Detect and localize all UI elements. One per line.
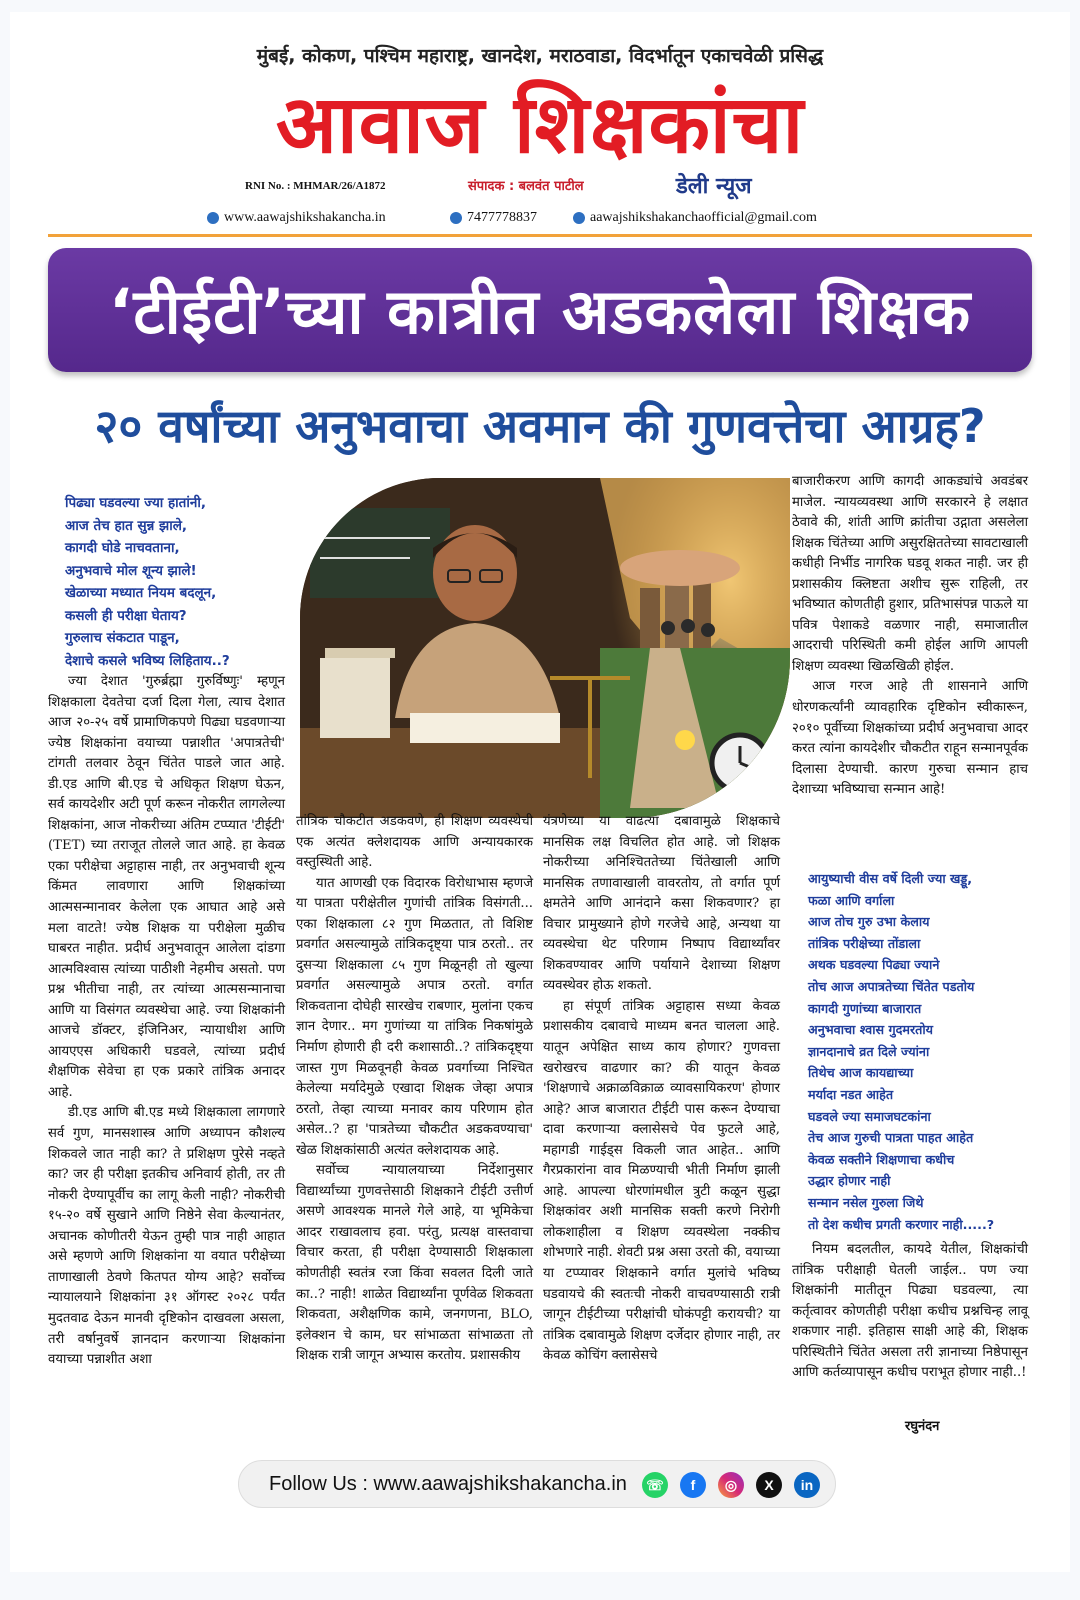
paragraph: हा संपूर्ण तांत्रिक अट्टाहास सध्या केवळ प्रशासकीय दबावाचे माध्यम बनत चालला आहे. यातून अपेक्षित साध्य काय होणार? गुणवत्ता खरोखरच वाढणार का? की यातून केवळ 'शिक्षणाचे अक्राळविक्राळ व्यावसायिकरण' होणार आहे? आज बाजारात टीईटी पास करून देण्याचा दावा करणाऱ्या क्लासेसचे पेव फुटले आहे, महागडी गाईड्स विकली जात आहेत.. आणि गैरप्रकारांना वाव मिळण्याची भीती निर्माण झाली आहे. आपल्या धोरणांमधील त्रुटी कळून सुद्धा शिक्षकांवर अशी मानसिक सक्ती करणे निरोगी लोकशाहीला व शिक्षण व्यवस्थेला नक्कीच शोभणारे नाही. शेवटी प्रश्न असा उरतो की, वयाच्या या टप्प्यावर शिक्षकाने वर्गात मुलांचे भविष्य घडवायचे की स्वतःची नोकरी वाचवण्यासाठी रात्री जागून टीईटीच्या परीक्षांची घोकंपट्टी करायची? या तांत्रिक दबावामुळे शिक्षण दर्जेदार होणार नाही, तर केवळ कोचिंग क्लासेसचे [543, 998, 780, 1364]
email-contact[interactable] [573, 208, 817, 228]
article-column-4-end [792, 1240, 1028, 1384]
poem-line: उद्धार होणार नाही [808, 1173, 891, 1189]
paragraph: यात आणखी एक विदारक विरोधाभास म्हणजे या पात्रता परीक्षेतील गुणांची तांत्रिक विसंगती... एका शिक्षकाला ८२ गुण मिळतात, तो विशिष्ट प्रवर्गात असल्यामुळे तांत्रिकदृष्ट्या पात्र ठरतो.. तर दुसऱ्या शिक्षकाला ८५ गुण मिळूनही तो खुल्या प्रवर्गात असल्यामुळे अपात्र ठरतो. वर्गात शिकवताना दोघेही सारखेच राबणार, मुलांना एकच ज्ञान देणार.. मग गुणांच्या या तांत्रिक निकषांमुळे निर्माण होणारी ही दरी कशासाठी..? तांत्रिकदृष्ट्या जास्त गुण मिळवूनही केवळ प्रवर्गाच्या निश्चित केलेल्या मर्यादेमुळे एखादा शिक्षक जेव्हा अपात्र ठरतो, तेव्हा त्याच्या मनावर काय परिणाम होत असेल..? हा 'पात्रतेच्या चौकटीत अडकवण्याचा' खेळ शिक्षकांसाठी अत्यंत क्लेशदायक आहे. [296, 875, 533, 1158]
paragraph: यंत्रणेच्या या वाढत्या दबावामुळे शिक्षकाचे मानसिक लक्ष विचलित होत आहे. जो शिक्षक नोकरीच्या अनिश्चिततेच्या चिंतेखाली आणि मानसिक तणावाखाली वावरतोय, तो वर्गात पूर्ण क्षमतेने आणि आनंदाने कसा शिकवणार? हा विचार प्रामुख्याने होणे गरजेचे आहे, अन्यथा या व्यवस्थेचा थेट परिणाम निष्पाप विद्यार्थ्यांवर शिकवण्यावर आणि पर्यायाने देशाच्या शिक्षण व्यवस्थेवर होऊ शकतो. [543, 814, 780, 994]
linkedin-icon[interactable]: in [794, 1472, 820, 1498]
poem-line: अनुभवाचा श्वास गुदमरतोय [808, 1022, 934, 1038]
poem-line: अनुभवाचे मोल शून्य झाले! [65, 562, 197, 579]
poem-line: खेळाच्या मध्यात नियम बदलून, [65, 585, 217, 601]
tagline: मुंबई, कोकण, पश्चिम महाराष्ट्र, खानदेश, मराठवाडा, विदर्भातून एकाचवेळी प्रसिद्ध [256, 45, 824, 67]
poem-line: सन्मान नसेल गुरुला जिथे [808, 1194, 924, 1210]
poem-line: गुरुलाच संकटात पाडून, [65, 630, 180, 646]
poem-line: पिढ्या घडवल्या ज्या हातांनी, [65, 495, 206, 511]
teacher-illustration [300, 478, 790, 818]
masthead: आवाज शिक्षकांचा [275, 77, 805, 171]
poem-line: तिथेच आज कायद्याच्या [808, 1065, 914, 1081]
article-column-1 [48, 672, 285, 1371]
phone-icon [450, 212, 462, 224]
poem-line: केवळ सक्तीने शिक्षणाचा कधीच [808, 1151, 955, 1167]
footer-bar [238, 1460, 836, 1508]
poem-line: देशाचे कसले भविष्य लिहिताय..? [65, 652, 230, 669]
rni-number: RNI No. : MHMAR/26/A1872 [245, 180, 386, 192]
poem-line: तो देश कधीच प्रगती करणार नाही.....? [808, 1216, 995, 1232]
daily-news-label: डेली न्यूज [676, 174, 752, 199]
follow-us-link[interactable]: Follow Us : www.aawajshikshakancha.in [269, 1472, 627, 1495]
header-rule [48, 234, 1032, 237]
author-signature: रघुनंदन [905, 1419, 940, 1434]
email-address[interactable]: aawajshikshakanchaofficial@gmail.com [590, 210, 817, 225]
phone-contact[interactable] [450, 208, 537, 228]
headline-banner [48, 248, 1032, 372]
poem-line: घडवले ज्या समाजघटकांना [808, 1108, 931, 1124]
paragraph: बाजारीकरण आणि कागदी आकड्यांचे अवडंबर माजेल. न्यायव्यवस्था आणि सरकारने हे लक्षात ठेवावे की, शांती आणि क्रांतीचा उद्गाता असलेला शिक्षक चिंतेच्या आणि असुरक्षिततेच्या सावटाखाली कधीही निर्भीड नागरिक घडवू शकत नाही. जर ही प्रशासकीय क्लिष्टता अशीच सुरू राहिली, तर भविष्यात कोणतीही हुशार, प्रतिभासंपन्न पाऊले या पवित्र पेशाकडे वळणार नाही, समाजातील आदराची परिस्थिती कमी होईल आणि आपली शिक्षण व्यवस्था खिळखिळी होईल. [792, 474, 1028, 674]
poem-line: आज तोच गुरु उभा केलाय [808, 914, 930, 930]
poem-line: कागदी घोडे नाचवताना, [65, 540, 180, 556]
poem-line: ज्ञानदानाचे व्रत दिले ज्यांना [808, 1043, 930, 1059]
paragraph: तांत्रिक चौकटीत अडकवणे, ही शिक्षण व्यवस्थेची एक अत्यंत क्लेशदायक आणि अन्यायकारक वस्तुस्थिती आहे. [296, 814, 533, 871]
website-link[interactable]: www.aawajshikshakancha.in [224, 210, 386, 225]
poem-line: कसली ही परीक्षा घेताय? [65, 607, 187, 624]
phone-number[interactable]: 7477778837 [467, 210, 537, 225]
poem-block-1 [65, 492, 300, 672]
poem-line: आयुष्याची वीस वर्षे दिली ज्या खड्डू, [808, 871, 973, 886]
subheadline: २० वर्षांच्या अनुभवाचा अवमान की गुणवत्तेचा आग्रह? [94, 399, 986, 453]
mail-icon [573, 212, 585, 224]
poem-block-2 [808, 868, 1033, 1235]
editor-name: संपादक : बलवंत पाटील [468, 179, 584, 194]
headline-text: ‘टीईटी’च्या कात्रीत अडकलेला शिक्षक [108, 275, 972, 348]
website-contact[interactable] [207, 208, 386, 228]
whatsapp-icon[interactable]: ☏ [642, 1472, 668, 1498]
poem-line: अथक घडवल्या पिढ्या ज्याने [808, 957, 940, 973]
poem-line: मर्यादा नडत आहेत [808, 1086, 894, 1102]
poem-line: कागदी गुणांच्या बाजारात [808, 1000, 922, 1016]
paragraph: नियम बदलतील, कायदे येतील, शिक्षकांची तांत्रिक परीक्षाही घेतली जाईल.. पण ज्या शिक्षकांनी मातीतून पिढ्या घडवल्या, त्या कर्तृत्वावर कोणतीही परीक्षा कधीच प्रश्नचिन्ह लावू शकणार नाही. इतिहास साक्षी आहे की, शिक्षक परिस्थितीने चिंतेत असला तरी ज्ञानाच्या निष्ठेपासून आणि कर्तव्यापासून कधीच पराभूत होणार नाही..! [792, 1242, 1028, 1381]
instagram-icon[interactable]: ◎ [718, 1472, 744, 1498]
article-column-3 [543, 812, 780, 1367]
article-column-4 [792, 472, 1028, 801]
paragraph: सर्वोच्च न्यायालयाच्या निर्देशानुसार विद्यार्थ्यांच्या गुणवत्तेसाठी शिक्षकाने टीईटी उत्तीर्ण असणे आवश्यक मानले गेले आहे, या भूमिकेचा आदर राखावलाच हवा. परंतु, प्रत्यक्ष वास्तवाचा विचार करता, ही परीक्षा देण्यासाठी शिक्षकाला कोणतीही स्वतंत्र रजा किंवा सवलत दिली जाते का..? नाही! शाळेत विद्यार्थ्यांना पूर्णवेळ शिकवता शिकवता, अशैक्षणिक कामे, जनगणना, BLO, इलेक्शन चे काम, घर सांभाळता सांभाळता तो शिक्षक रात्री जागून अभ्यास करतोय. प्रशासकीय [296, 1163, 533, 1364]
article-column-2 [296, 812, 533, 1367]
x-icon[interactable]: X [756, 1472, 782, 1498]
paragraph: डी.एड आणि बी.एड मध्ये शिक्षकाला लागणारे सर्व गुण, मानसशास्त्र आणि अध्यापन कौशल्य शिकवले जात नाही का? ते प्रशिक्षण पुरेसे नव्हते का? जर ही परीक्षा इतकीच अनिवार्य होती, तर ती नोकरी देण्यापूर्वीच का लागू केली नाही? नोकरीची १५-२० वर्षे सुखाने आणि निष्ठेने सेवा केल्यानंतर, अचानक कोणीतरी येऊन तुम्ही पात्र नाही आहात असे म्हणणे आणि शिक्षकांना या वयात परीक्षेच्या ताणाखाली ठेवणे कितपत योग्य आहे? सर्वोच्च न्यायालयाने शिक्षकांना ३१ ऑगस्ट २०२८ पर्यंत मुदतवाढ देऊन मानवी दृष्टिकोन दाखवला असला, तरी वर्षानुवर्षे ज्ञानदान करणाऱ्या शिक्षकांना वयाच्या पन्नाशीत अशा [48, 1105, 285, 1368]
poem-line: तांत्रिक परीक्षेच्या तोंडाला [808, 935, 921, 951]
poem-line: तोच आज अपात्रतेच्या चिंतेत पडतोय [808, 978, 975, 994]
paragraph: आज गरज आहे ती शासनाने आणि धोरणकर्त्यांनी व्यावहारिक दृष्टिकोन स्वीकारून, २०१० पूर्वीच्या शिक्षकांच्या प्रदीर्घ अनुभवाचा आदर करत त्यांना कायदेशीर चौकटीत राहून सन्मानपूर्वक दिलासा देण्याची. कारण गुरुचा सन्मान हाच देशाच्या भविष्याचा सन्मान आहे! [792, 679, 1028, 798]
poem-line: तेच आज गुरुची पात्रता पाहत आहेत [808, 1130, 974, 1146]
hero-illustration [300, 478, 790, 818]
poem-line: आज तेच हात सुन्न झाले, [65, 517, 188, 534]
paragraph: ज्या देशात 'गुरुर्ब्रह्मा गुरुर्विष्णुः' म्हणून शिक्षकाला देवतेचा दर्जा दिला गेला, त्याच देशात आज २०-२५ वर्षे प्रामाणिकपणे पिढ्या घडवणाऱ्या ज्येष्ठ शिक्षकांना वयाच्या पन्नाशीत 'अपात्रतेची' टांगती तलवार ठेवून चिंतेत पाडले जात आहे. डी.एड आणि बी.एड चे अधिकृत शिक्षण घेऊन, सर्व कायदेशीर अटी पूर्ण करून नोकरीत लागलेल्या शिक्षकांना, आज नोकरीच्या अंतिम टप्प्यात 'टीईटी' (TET) च्या तराजूत तोलले जात आहे. हा केवळ एका परीक्षेचा अट्टाहास नाही, तर अनुभवाची शून्य किंमत लावणारा आणि शिक्षकांच्या आत्मसन्मानावर केलेला एक आघात आहे असे मला वाटते! ज्येष्ठ शिक्षक या परीक्षेला मुळीच घाबरत नाहीत. प्रदीर्घ अनुभवातून आलेला दांडगा आत्मविश्वास त्यांच्या पाठीशी नेहमीच असतो. पण प्रश्न भीतीचा नाही, तर त्यांच्या आत्मसन्मानाचा आणि या विसंगत व्यवस्थेचा आहे. ज्या शिक्षकांनी आजचे डॉक्टर, इंजिनिअर, न्यायाधीश आणि आयएएस अधिकारी घडवले, त्यांच्या प्रदीर्घ शैक्षणिक सेवेचा हा एक प्रकारे तांत्रिक अनादर आहे. [48, 674, 285, 1100]
facebook-icon[interactable]: f [680, 1472, 706, 1498]
poem-line: फळा आणि वर्गाला [808, 892, 895, 908]
globe-icon [207, 212, 219, 224]
